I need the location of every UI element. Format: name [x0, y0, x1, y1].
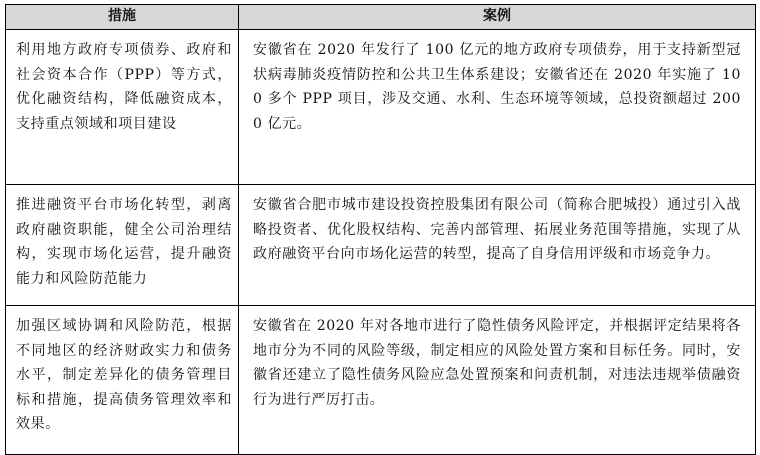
case-cell: 安徽省合肥市城市建设投资控股集团有限公司（简称合肥城投）通过引入战略投资者、优化股权结构、完善内部管理、拓展业务范围等措施，实现了从政府融资平台向市场化运营的转型，提高了自身信用评级和市场竞争力。 — [239, 185, 756, 306]
table-header-row — [6, 5, 756, 30]
measure-cell: 推进融资平台市场化转型，剥离政府融资职能，健全公司治理结构，实现市场化运营，提升融资能力和风险防范能力 — [6, 185, 239, 306]
column-header-case: 案例 — [239, 5, 756, 30]
table-row — [6, 306, 756, 455]
case-cell: 安徽省在 2020 年发行了 100 亿元的地方政府专项债券，用于支持新型冠状病毒肺炎疫情防控和公共卫生体系建设；安徽省还在 2020 年实施了 100 多个 PPP 项目，涉及交通、水利、生态环境等领域，总投资额超过 2000 亿元。 — [239, 30, 756, 185]
column-header-measure: 措施 — [6, 5, 239, 30]
table-row — [6, 30, 756, 185]
measure-cell: 利用地方政府专项债券、政府和社会资本合作（PPP）等方式，优化融资结构，降低融资成本，支持重点领域和项目建设 — [6, 30, 239, 185]
table-row — [6, 185, 756, 306]
measures-table — [5, 4, 756, 455]
measure-cell: 加强区域协调和风险防范，根据不同地区的经济财政实力和债务水平，制定差异化的债务管理目标和措施，提高债务管理效率和效果。 — [6, 306, 239, 455]
case-cell: 安徽省在 2020 年对各地市进行了隐性债务风险评定，并根据评定结果将各地市分为不同的风险等级，制定相应的风险处置方案和目标任务。同时，安徽省还建立了隐性债务风险应急处置预案和问责机制，对违法违规举债融资行为进行严厉打击。 — [239, 306, 756, 455]
